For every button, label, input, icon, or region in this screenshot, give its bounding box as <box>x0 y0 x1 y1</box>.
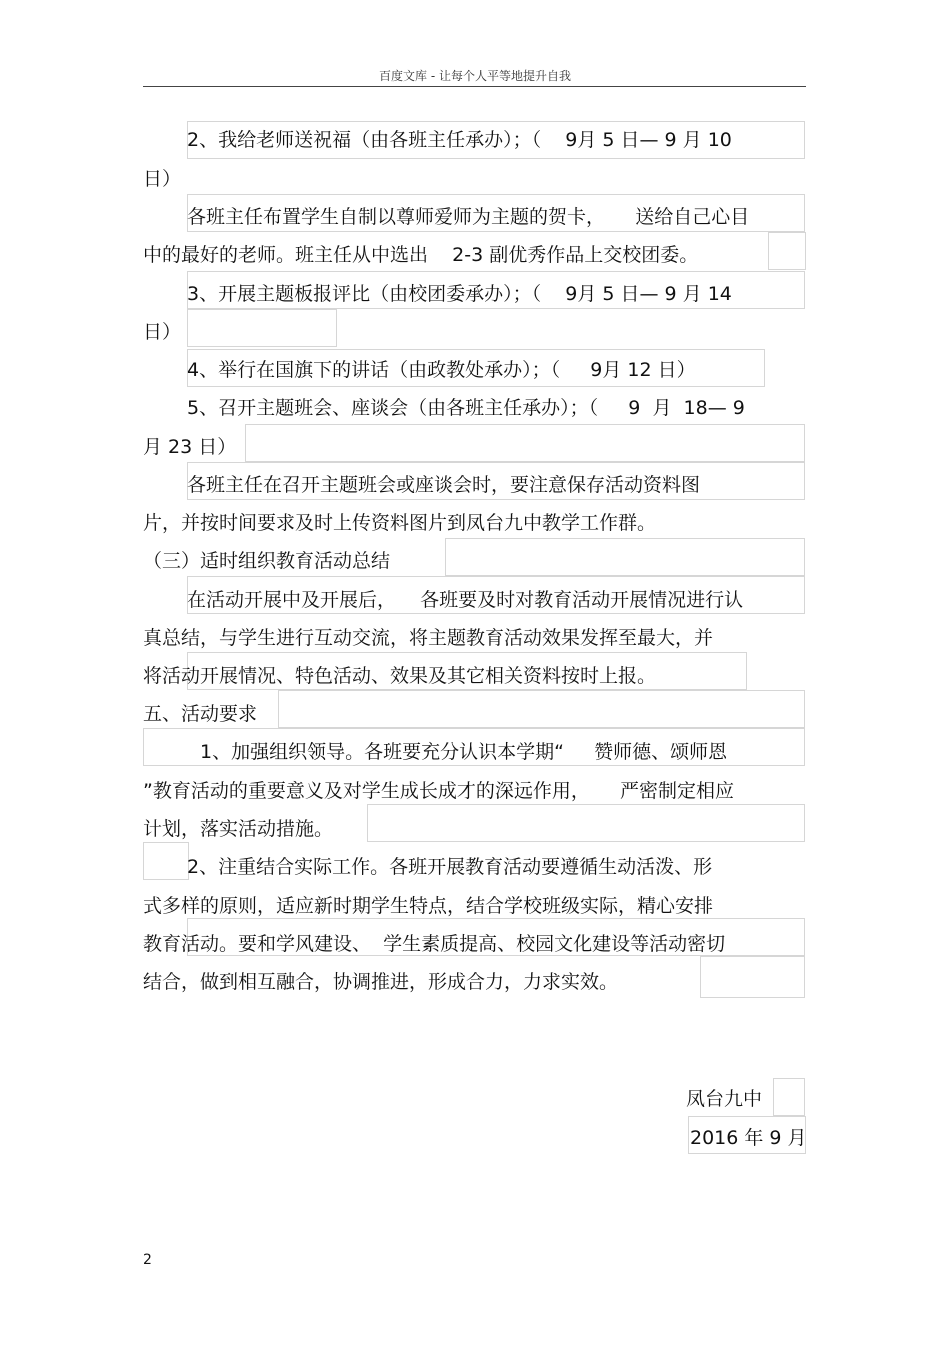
body-line: 日） <box>143 168 182 190</box>
body-line: 计划，落实活动措施。 <box>143 818 334 840</box>
outline-box <box>143 842 189 880</box>
outline-box <box>773 1078 805 1116</box>
body-line: 在活动开展中及开展后， 各班要及时对教育活动开展情况进行认 <box>187 589 744 611</box>
signature-date: 2016 年 9 月 <box>690 1127 807 1149</box>
body-line: 各班主任布置学生自制以尊师爱师为主题的贺卡， 送给自己心目 <box>187 206 750 228</box>
outline-box <box>278 690 805 728</box>
body-line: 3、开展主题板报评比（由校团委承办）；（ 9月 5 日— 9 月 14 <box>187 283 732 305</box>
body-line: 片，并按时间要求及时上传资料图片到凤台九中教学工作群。 <box>143 512 657 534</box>
outline-box <box>367 804 805 842</box>
body-line: 结合，做到相互融合，协调推进，形成合力，力求实效。 <box>143 971 619 993</box>
body-line: 日） <box>143 321 182 343</box>
body-line: 4、举行在国旗下的讲话（由政教处承办）；（ 9月 12 日） <box>187 359 696 381</box>
body-line: 将活动开展情况、特色活动、效果及其它相关资料按时上报。 <box>143 665 657 687</box>
body-line: 2、我给老师送祝福（由各班主任承办）；（ 9月 5 日— 9 月 10 <box>187 129 732 151</box>
body-line: 真总结，与学生进行互动交流，将主题教育活动效果发挥至最大，并 <box>143 627 714 649</box>
body-line: 2、注重结合实际工作。各班开展教育活动要遵循生动活泼、形 <box>187 856 713 878</box>
outline-box <box>245 424 805 462</box>
header-rule <box>143 86 806 87</box>
body-line: 5、召开主题班会、座谈会（由各班主任承办）；（ 9 月 18— 9 <box>187 397 745 419</box>
signature-org: 凤台九中 <box>686 1088 763 1110</box>
section-heading: （三）适时组织教育活动总结 <box>143 550 391 572</box>
outline-box <box>445 538 805 576</box>
section-heading: 五、活动要求 <box>143 703 258 725</box>
page-number: 2 <box>143 1252 152 1268</box>
outline-box <box>768 232 806 270</box>
body-line: ”教育活动的重要意义及对学生成长成才的深远作用， 严密制定相应 <box>143 780 735 802</box>
body-line: 式多样的原则，适应新时期学生特点，结合学校班级实际，精心安排 <box>143 895 714 917</box>
page-header: 百度文库 - 让每个人平等地提升自我 <box>379 69 571 83</box>
body-line: 各班主任在召开主题班会或座谈会时，要注意保存活动资料图 <box>187 474 701 496</box>
outline-box <box>700 956 805 998</box>
body-line: 1、加强组织领导。各班要充分认识本学期“ 赞师德、颂师恩 <box>200 741 728 763</box>
body-line: 中的最好的老师。班主任从中选出 2-3 副优秀作品上交校团委。 <box>143 244 699 266</box>
outline-box <box>187 309 337 347</box>
body-line: 月 23 日） <box>143 436 237 458</box>
body-line: 教育活动。要和学风建设、 学生素质提高、校园文化建设等活动密切 <box>143 933 726 955</box>
